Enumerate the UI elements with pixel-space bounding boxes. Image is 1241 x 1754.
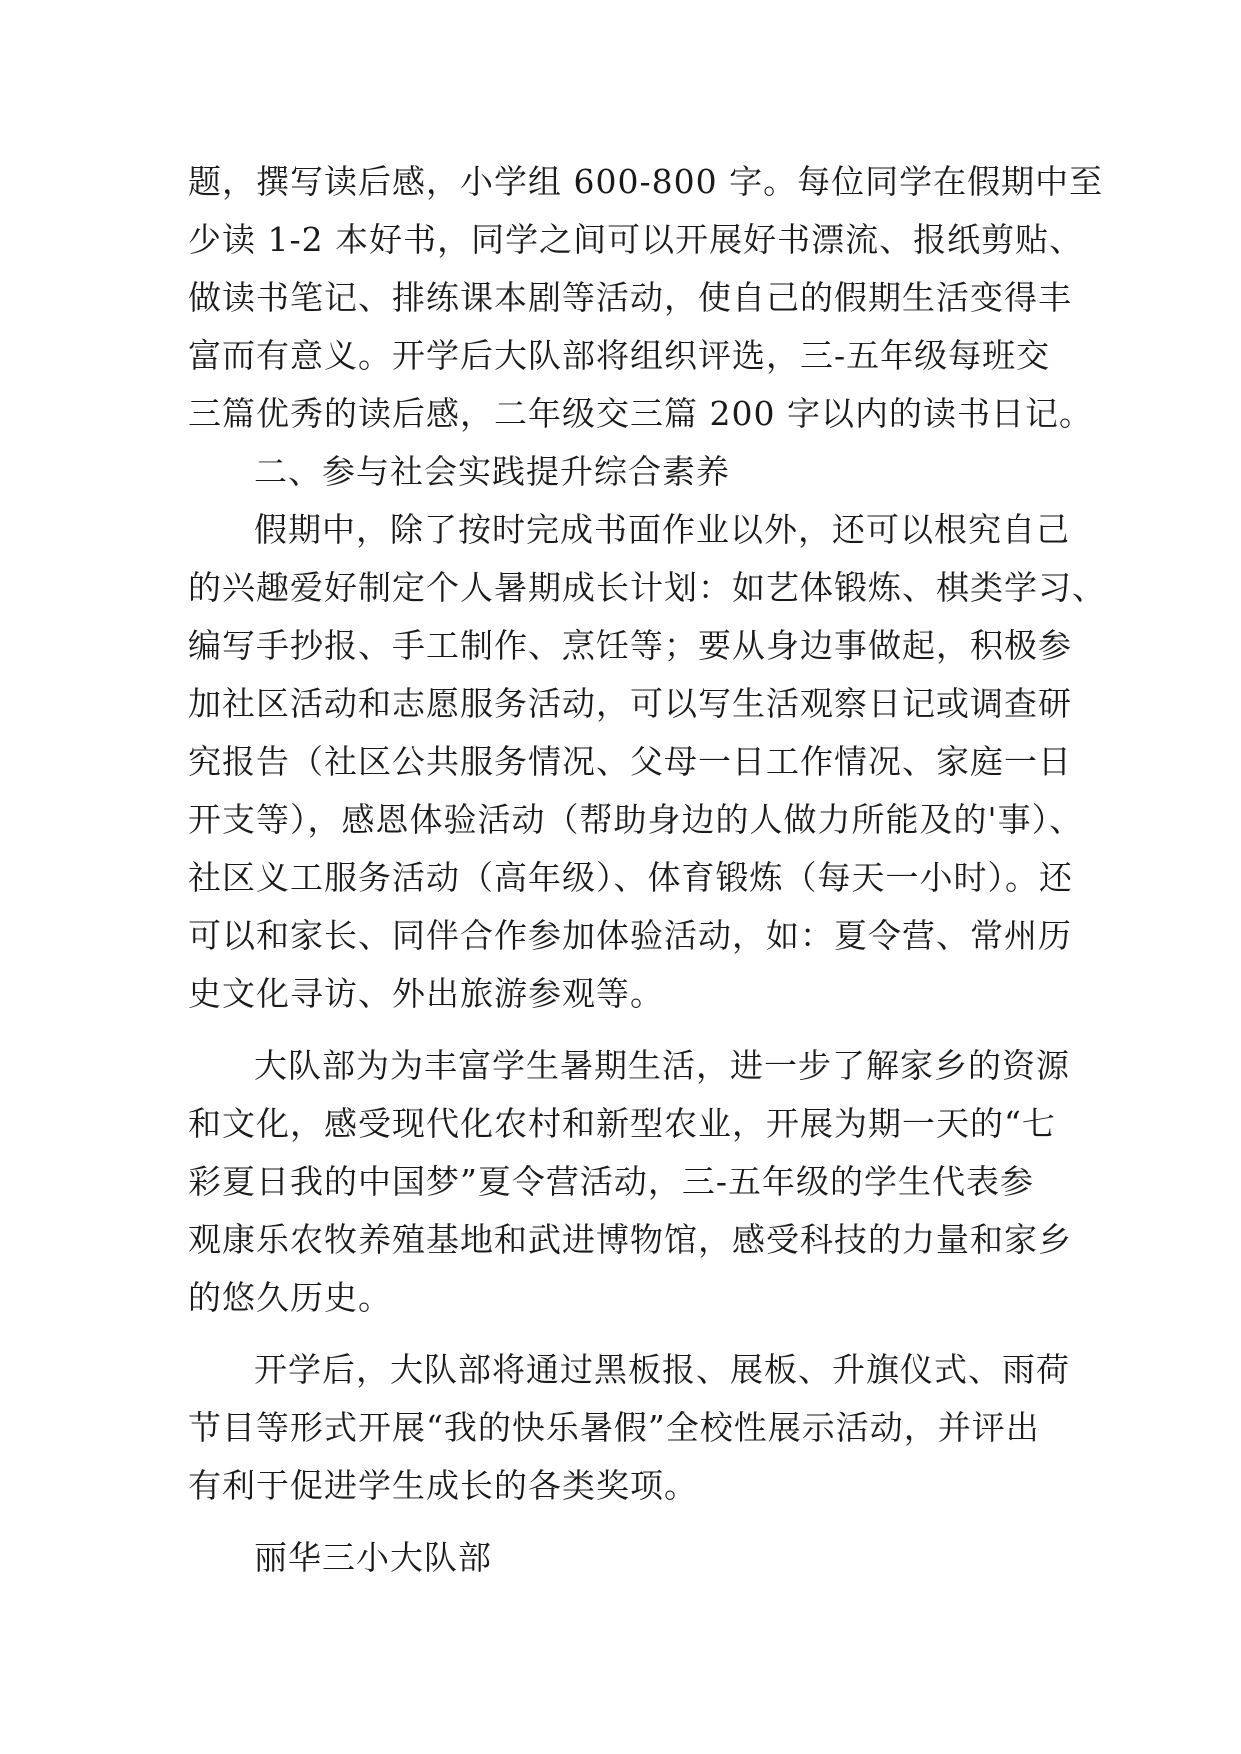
text-line: 的悠久历史。 [188,1278,392,1317]
text-line: 究报告（社区公共服务情况、父母一日工作情况、家庭一日 [188,742,1072,781]
paragraph-spacer [188,1327,1058,1341]
text-line: 社区义工服务活动（高年级）、体育锻炼（每天一小时）。还 [188,858,1073,897]
paragraph-exhibition [188,1341,1070,1515]
text-line: 和文化，感受现代化农村和新型农业，开展为期一天的“七 [188,1104,1056,1143]
text-line: 少读 1-2 本好书，同学之间可以开展好书漂流、报纸剪贴、 [188,220,1084,259]
paragraph-spacer [188,1515,1058,1529]
text-line: 编写手抄报、手工制作、烹饪等；要从身边事做起，积极参 [188,626,1072,665]
paragraph-spacer [188,1023,1058,1037]
text-line: 可以和家长、同伴合作参加体验活动，如：夏令营、常州历 [188,916,1072,955]
text-line: 开支等），感恩体验活动（帮助身边的人做力所能及的'事）、 [188,800,1084,839]
text-line: 富而有意义。开学后大队部将组织评选，三-五年级每班交 [188,336,1051,375]
text-line: 假期中，除了按时完成书面作业以外，还可以根究自己 [254,510,1070,549]
text-line: 大队部为为丰富学生暑期生活，进一步了解家乡的资源 [254,1046,1070,1085]
paragraph-summer-camp [188,1037,1072,1327]
text-line: 加社区活动和志愿服务活动，可以写生活观察日记或调查研 [188,684,1072,723]
text-line: 做读书笔记、排练课本剧等活动，使自己的假期生活变得丰 [188,278,1072,317]
text-line: 有利于促进学生成长的各类奖项。 [188,1466,698,1505]
text-line: 开学后，大队部将通过黑板报、展板、升旗仪式、雨荷 [254,1350,1070,1389]
document-body [188,153,1106,1587]
section-heading: 二、参与社会实践提升综合素养 [254,452,730,491]
signature: 丽华三小大队部 [254,1538,492,1577]
paragraph-reading [188,153,1104,443]
text-line: 节目等形式开展“我的快乐暑假”全校性展示活动，并评出 [188,1408,1040,1447]
text-line: 三篇优秀的读后感，二年级交三篇 200 字以内的读书日记。 [188,394,1093,433]
text-line: 题，撰写读后感，小学组 600-800 字。每位同学在假期中至 [188,162,1104,201]
text-line: 观康乐农牧养殖基地和武进博物馆，感受科技的力量和家乡 [188,1220,1072,1259]
paragraph-social-practice [188,501,1106,1023]
text-line: 的兴趣爱好制定个人暑期成长计划：如艺体锻炼、棋类学习、 [188,568,1106,607]
text-line: 彩夏日我的中国梦”夏令营活动，三-五年级的学生代表参 [188,1162,1035,1201]
text-line: 史文化寻访、外出旅游参观等。 [188,974,664,1013]
